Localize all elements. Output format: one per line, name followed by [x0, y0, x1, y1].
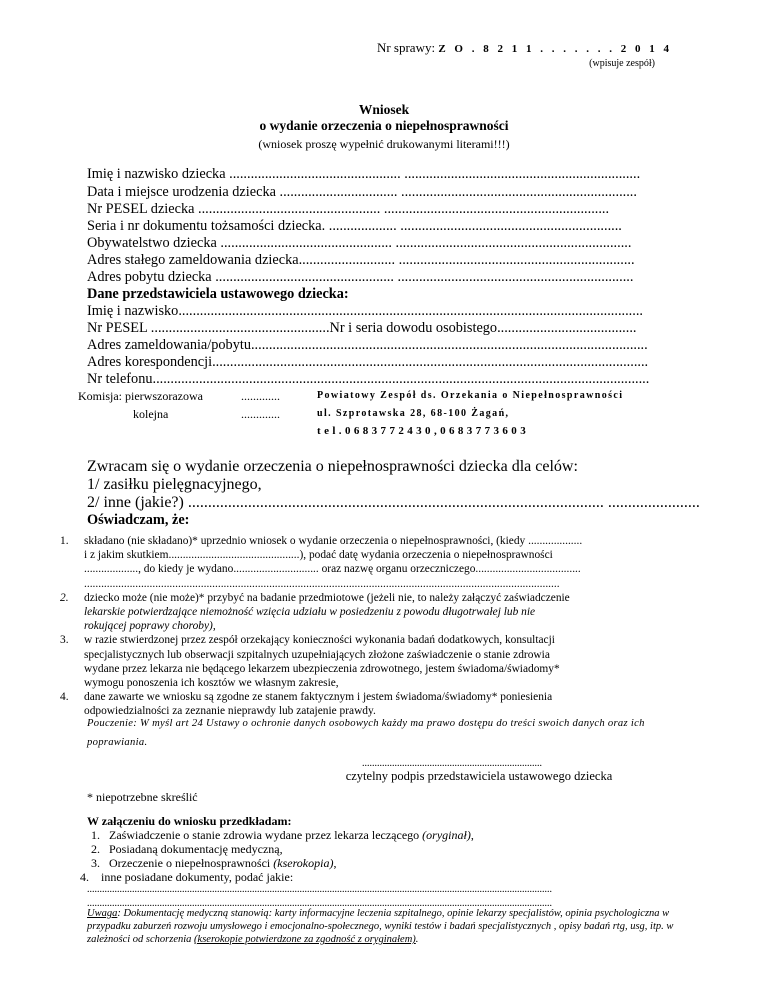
attachment-4: [80, 870, 293, 885]
attachment-dots-1[interactable]: ..........................................................................................................................................................................................: [87, 884, 552, 895]
guardian-name-field[interactable]: Imię i nazwisko..................................................................................................................................: [87, 303, 643, 319]
guardian-address-field[interactable]: Adres zameldowania/pobytu...............................................................................................................: [87, 337, 648, 353]
commission-first-dots[interactable]: .............: [241, 389, 280, 403]
attachment-number: 2.: [91, 842, 100, 856]
commission-next: kolejna: [133, 407, 169, 421]
statement-line: i z jakim skutkiem..............................................), podać datę wydania orzeczenia o niepełnosprawności: [84, 549, 553, 562]
commission-next-dots[interactable]: .............: [241, 407, 280, 421]
commission-label-line: [78, 389, 203, 404]
attachment-3: 3. Orzeczenie o niepełnosprawności (kserokopia),: [91, 856, 337, 870]
statement-line: specjalistycznych lub obserwacji szpitalnych uzupełniających złożone zaświadczenie o stanie zdrowia: [84, 648, 550, 661]
statements-heading: Oświadczam, że:: [87, 512, 190, 528]
case-label: Nr sprawy:: [376, 40, 436, 55]
pouczenie-note: Pouczenie: W myśl art 24 Ustawy o ochronie danych osobowych każdy ma prawo dostępu do treści swoich danych oraz ich poprawiania.: [87, 718, 645, 748]
attachment-dots-2[interactable]: ..........................................................................................................................................................................................: [87, 898, 552, 909]
team-name: Powiatowy Zespół ds. Orzekania o Niepełnosprawności: [317, 390, 624, 401]
guardian-phone-field[interactable]: Nr telefonu...........................................................................................................................................: [87, 371, 650, 387]
statement-line: ..................., do kiedy je wydano.............................. oraz nazwę organu orzeczniczego.....................................: [84, 563, 581, 576]
child-name-field[interactable]: Imię i nazwisko dziecka ................................................ ..................................................................: [87, 166, 641, 182]
attachment-text: Orzeczenie o niepełnosprawności: [109, 856, 274, 870]
attachment-1: 1. Zaświadczenie o stanie zdrowia wydane przez lekarza leczącego (oryginał),: [91, 828, 474, 842]
guardian-correspondence-field[interactable]: Adres korespondencji..........................................................................................................................: [87, 354, 649, 370]
attachment-text: inne posiadane dokumenty, podać jakie:: [101, 870, 294, 884]
statements-list: [60, 534, 690, 719]
case-note: (wpisuje zespół): [589, 58, 655, 69]
child-pesel-field[interactable]: Nr PESEL dziecka ................................................... ...............................................................: [87, 201, 610, 217]
statement-line: odpowiedzialności za zeznanie nieprawdy lub zatajenie prawdy.: [84, 705, 376, 718]
signature-label: czytelny podpis przedstawiciela ustawowego dziecka: [345, 769, 613, 783]
attachment-note: (kserokopia): [273, 856, 334, 870]
statement-line: wydane przez lekarza nie będącego lekarzem ubezpieczenia zdrowotnego, jestem świadoma/świadomy*: [84, 662, 560, 675]
statement-line: rokującej poprawy choroby),: [84, 620, 216, 633]
statement-line: dane zawarte we wniosku są zgodne ze stanem faktycznym i jestem świadoma/świadomy* poniesienia: [84, 691, 553, 704]
case-number-line: [377, 40, 672, 56]
statement-line: wymogu ponoszenia ich kosztów we własnym zakresie,: [84, 677, 339, 690]
statement-3: [60, 633, 690, 690]
statement-line: w razie stwierdzonej przez zespół orzekający konieczności wykonania badań dodatkowych, konsultacji: [84, 634, 555, 647]
commission-first: pierwszorazowa: [125, 389, 203, 403]
uwaga-underlined: (kserokopie potwierdzone za zgodność z oryginałem): [194, 934, 416, 945]
attachment-text: Posiadaną dokumentację medyczną,: [109, 842, 283, 856]
statement-2: [60, 591, 690, 634]
attachment-number: 1.: [91, 828, 100, 842]
guardian-heading: Dane przedstawiciela ustawowego dziecka:: [87, 286, 349, 302]
statement-line: lekarskie potwierdzające niemożność wzięcia udziału w posiedzeniu z powodu długotrwałej lub nie: [84, 606, 536, 619]
document-title: Wniosek: [358, 102, 410, 117]
fill-instruction: (wniosek proszę wypełnić drukowanymi literami!!!): [258, 137, 510, 151]
attachment-text: Zaświadczenie o stanie zdrowia wydane przez lekarza leczącego: [109, 828, 420, 842]
statement-line: składano (nie składano)* uprzednio wniosek o wydanie orzeczenia o niepełnosprawności, (kiedy ...................: [84, 535, 583, 547]
request-option-2[interactable]: 2/ inne (jakie?) ........................................................................................................ .......................: [87, 494, 700, 511]
child-registered-address-field[interactable]: Adres stałego zameldowania dziecka........................... ..................................................................: [87, 252, 635, 268]
attachment-note: (oryginał): [422, 828, 471, 842]
child-stay-address-field[interactable]: Adres pobytu dziecka .................................................. ..................................................................: [87, 269, 634, 285]
attachment-number: 3.: [91, 856, 100, 870]
unneeded-note: * niepotrzebne skreślić: [87, 790, 198, 804]
request-intro: Zwracam się o wydanie orzeczenia o niepełnosprawności dziecka dla celów:: [87, 458, 578, 475]
statement-dots[interactable]: .......................................................................................................................................................................: [84, 577, 560, 590]
child-citizenship-field[interactable]: Obywatelstwo dziecka ................................................ ..................................................................: [87, 235, 632, 251]
attachment-number: 4.: [80, 870, 89, 884]
team-address: ul. Szprotawska 28, 68-100 Żagań,: [317, 408, 510, 419]
attachment-2: [91, 842, 283, 857]
signature-line[interactable]: ........................................................................: [362, 758, 542, 769]
request-option-1: 1/ zasiłku pielęgnacyjnego,: [87, 476, 262, 493]
guardian-pesel-id-field[interactable]: Nr PESEL ..................................................Nr i seria dowodu osobistego.......................................: [87, 320, 637, 336]
statement-line: dziecko może (nie może)* przybyć na badanie przedmiotowe (jeżeli nie, to należy załączyć zaświadczenie: [84, 591, 570, 604]
statement-number: 1.: [60, 535, 69, 547]
uwaga-note: Uwaga: Dokumentację medyczną stanowią: karty informacyjne leczenia szpitalnego, opinie lekarzy specjalistów, opinia psychologiczna w przypadku zaburzeń rozwoju umysłowego i emocjonalno-społecznego, wyniki testów i badań specjalistycznych , opisy badań rtg, usg, itp. w zależności od schorzenia (kserokopie potwierdzone za zgodność z oryginałem).: [87, 908, 674, 945]
document-subtitle: o wydanie orzeczenia o niepełnosprawności: [259, 118, 509, 133]
statement-number: 4.: [60, 691, 69, 704]
statement-number: 3.: [60, 634, 69, 647]
case-number: Z O . 8 2 1 1 . . . . . . . 2 0 1 4: [438, 43, 672, 55]
attachments-heading: W załączeniu do wniosku przedkładam:: [87, 814, 292, 828]
statement-number: 2.: [60, 591, 69, 604]
team-phone: tel.0683772430,0683773603: [317, 425, 530, 437]
commission-label: Komisja:: [78, 389, 122, 403]
uwaga-text: : Dokumentację medyczną stanowią: karty informacyjne leczenia szpitalnego, opinie lekarzy specjalistów, opinia psychologiczna w przypadku zaburzeń rozwoju umysłowego i emocjonalno-społecznego, wyniki testów i badań specjalistycznych , opisy badań rtg, usg, itp. w zależności od schorzenia: [87, 908, 674, 945]
statement-1: [60, 534, 690, 591]
uwaga-label: Uwaga: [87, 908, 118, 919]
child-id-document-field[interactable]: Seria i nr dokumentu tożsamości dziecka. ................... ..............................................................: [87, 218, 622, 234]
child-birth-field[interactable]: Data i miejsce urodzenia dziecka ................................. ..................................................................: [87, 184, 637, 200]
